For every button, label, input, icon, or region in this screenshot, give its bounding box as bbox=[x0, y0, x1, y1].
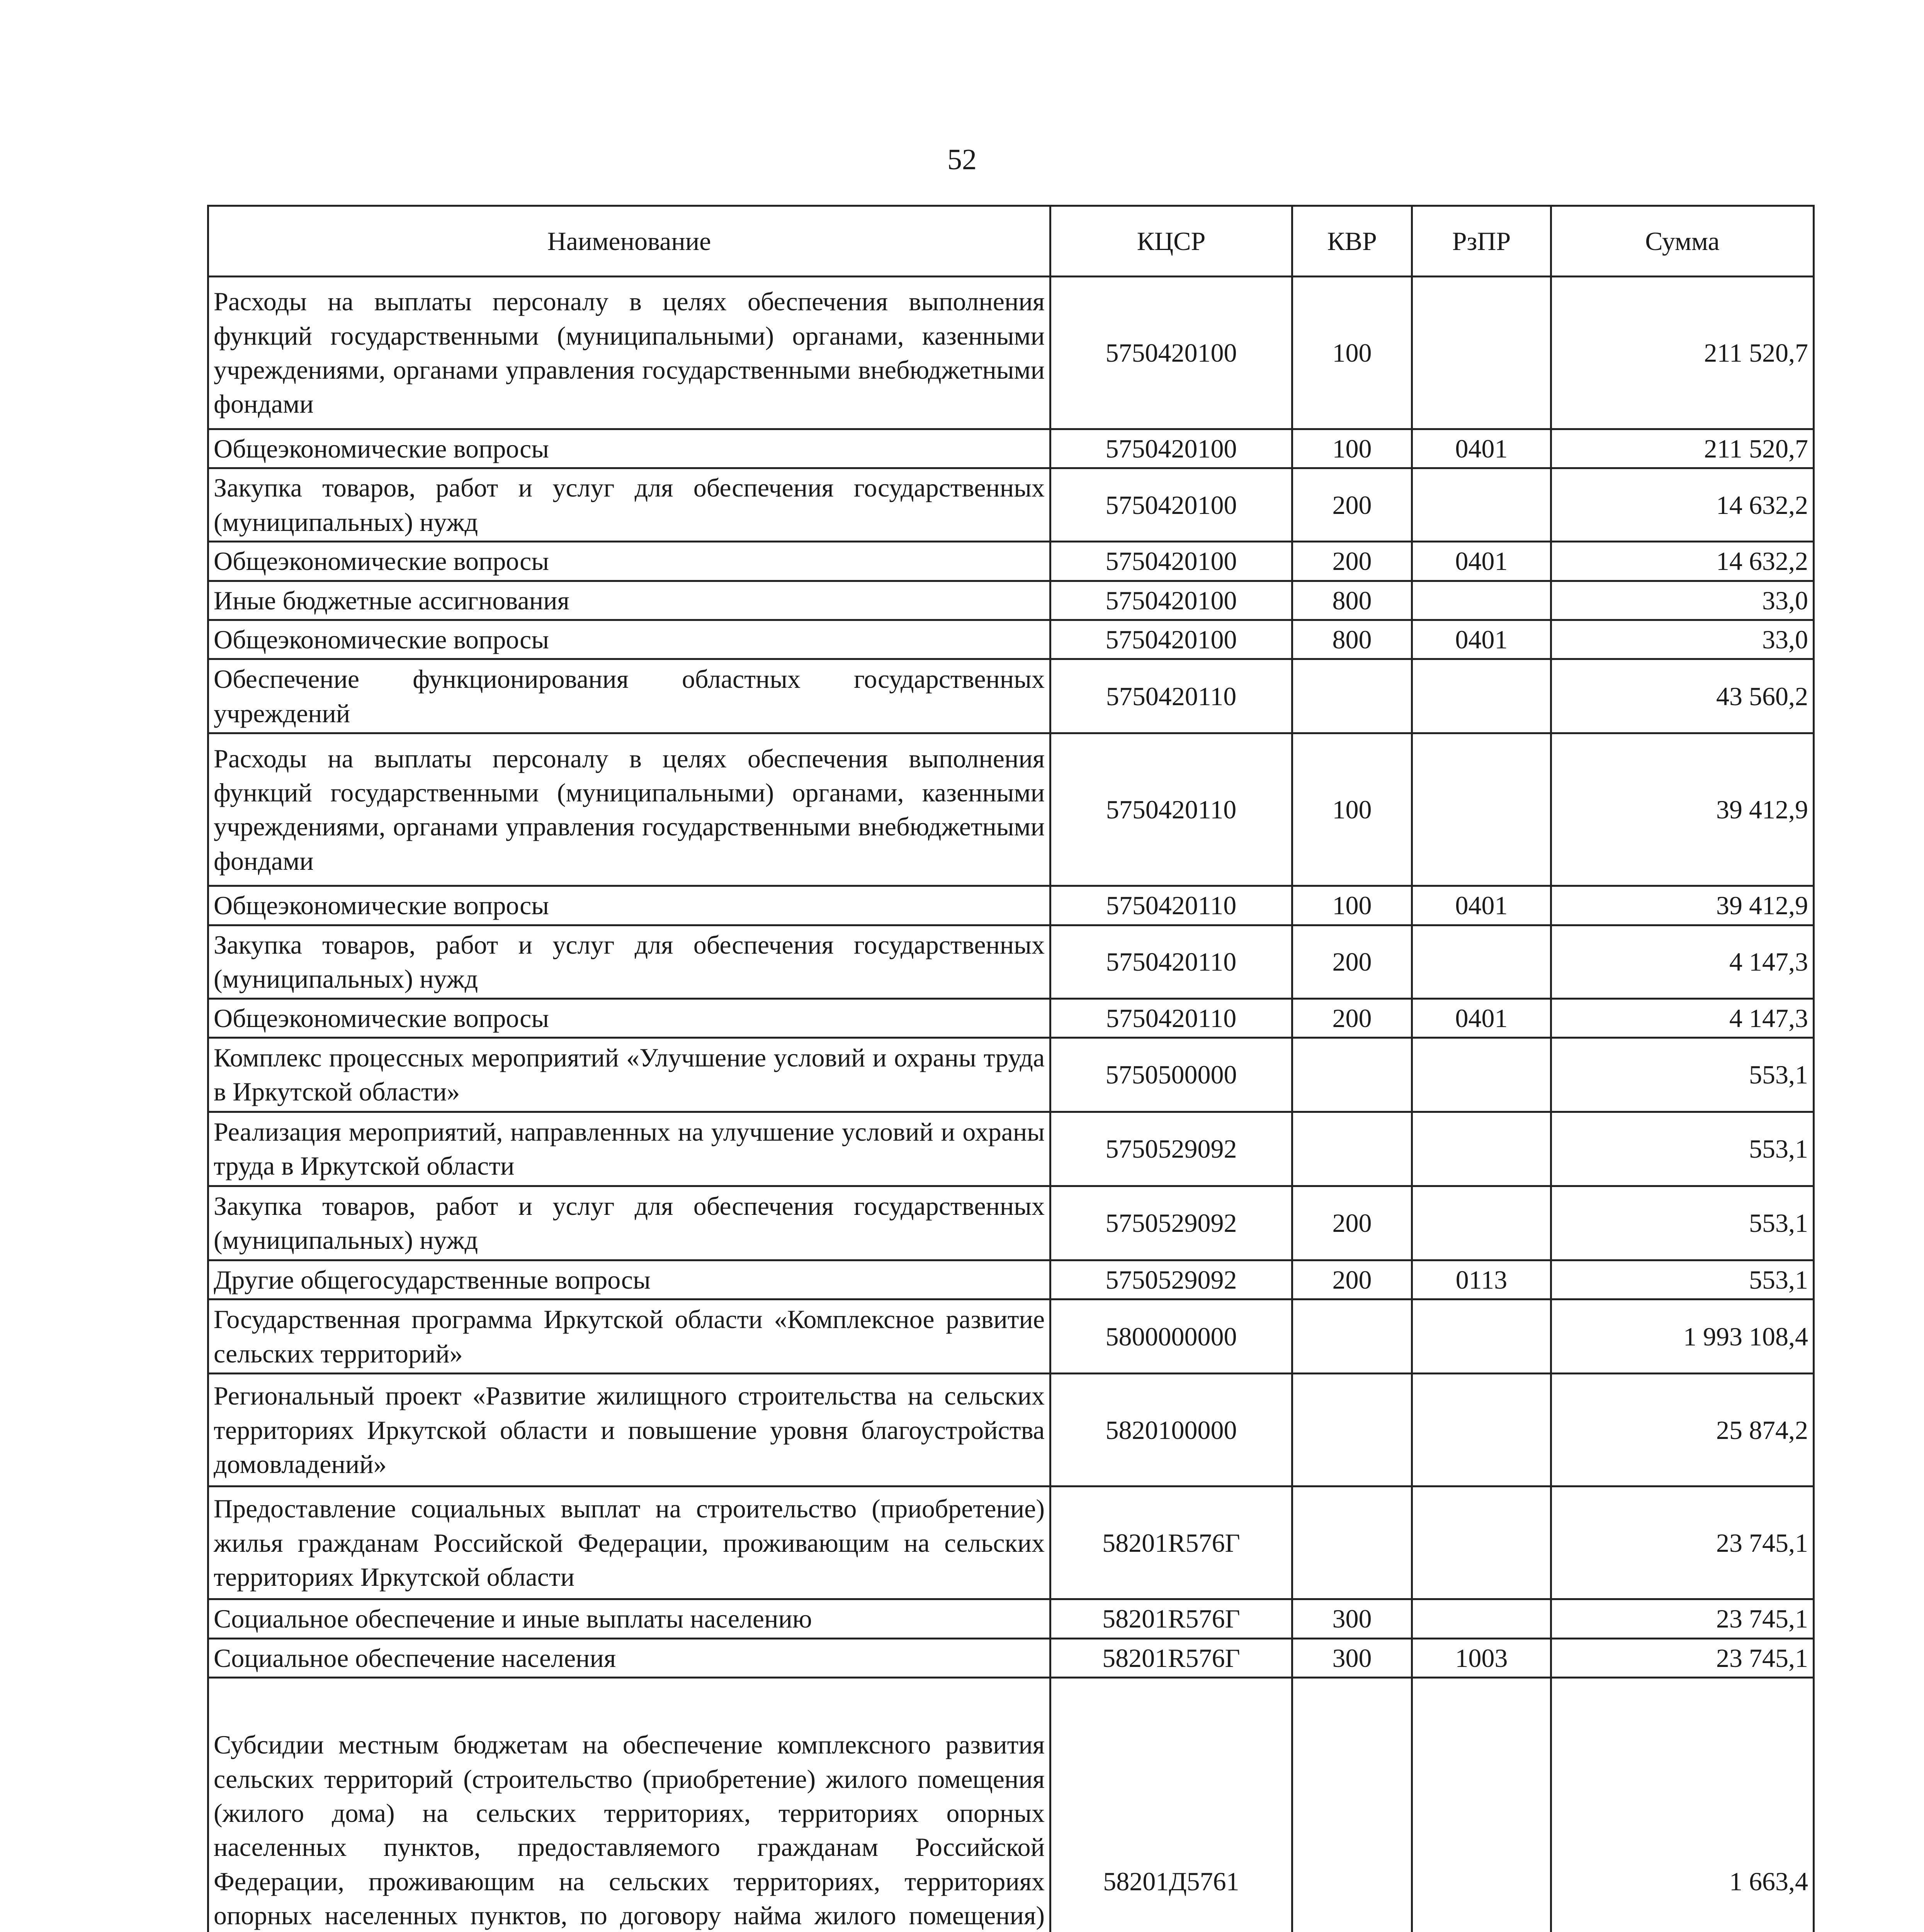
cell-rzpr bbox=[1412, 581, 1551, 620]
cell-kvr: 200 bbox=[1292, 468, 1412, 542]
cell-kcsr: 5750529092 bbox=[1050, 1260, 1292, 1299]
cell-name: Комплекс процессных мероприятий «Улучшение условий и охраны труда в Иркутской области» bbox=[208, 1037, 1050, 1112]
cell-sum: 23 745,1 bbox=[1551, 1599, 1814, 1638]
cell-rzpr bbox=[1412, 1374, 1551, 1486]
cell-name: Реализация мероприятий, направленных на улучшение условий и охраны труда в Иркутской области bbox=[208, 1112, 1050, 1186]
header-sum: Сумма bbox=[1551, 206, 1814, 277]
table-row bbox=[208, 886, 1814, 925]
table-row bbox=[208, 429, 1814, 468]
cell-rzpr: 0401 bbox=[1412, 998, 1551, 1037]
header-kvr: КВР bbox=[1292, 206, 1412, 277]
cell-rzpr bbox=[1412, 659, 1551, 733]
table-row bbox=[208, 1037, 1814, 1112]
header-name: Наименование bbox=[208, 206, 1050, 277]
cell-kvr: 100 bbox=[1292, 429, 1412, 468]
cell-sum: 1 993 108,4 bbox=[1551, 1299, 1814, 1374]
cell-name: Закупка товаров, работ и услуг для обеспечения государственных (муниципальных) нужд bbox=[208, 468, 1050, 542]
cell-sum: 553,1 bbox=[1551, 1186, 1814, 1260]
header-rzpr: РзПР bbox=[1412, 206, 1551, 277]
cell-name: Социальное обеспечение населения bbox=[208, 1638, 1050, 1677]
cell-rzpr bbox=[1412, 468, 1551, 542]
cell-sum: 14 632,2 bbox=[1551, 468, 1814, 542]
cell-kcsr: 58201Д5761 bbox=[1050, 1678, 1292, 1932]
cell-kvr: 100 bbox=[1292, 277, 1412, 429]
budget-table bbox=[207, 205, 1815, 1932]
cell-rzpr bbox=[1412, 1599, 1551, 1638]
table-row bbox=[208, 1486, 1814, 1599]
cell-name: Общеэкономические вопросы bbox=[208, 429, 1050, 468]
cell-kcsr: 5750420100 bbox=[1050, 620, 1292, 659]
cell-kcsr: 5800000000 bbox=[1050, 1299, 1292, 1374]
cell-kvr bbox=[1292, 1374, 1412, 1486]
cell-kcsr: 5750420110 bbox=[1050, 886, 1292, 925]
cell-sum: 39 412,9 bbox=[1551, 733, 1814, 886]
cell-rzpr bbox=[1412, 277, 1551, 429]
cell-name: Иные бюджетные ассигнования bbox=[208, 581, 1050, 620]
cell-kcsr: 5750420110 bbox=[1050, 925, 1292, 998]
cell-kvr: 100 bbox=[1292, 733, 1412, 886]
table-row bbox=[208, 659, 1814, 733]
cell-kvr bbox=[1292, 1112, 1412, 1186]
cell-kcsr: 5750529092 bbox=[1050, 1112, 1292, 1186]
cell-name: Субсидии местным бюджетам на обеспечение комплексного развития сельских территорий (строительство (приобретение) жилого помещения (жилого дома) на сельских территориях, территориях опорных населенных пунктов, предоставляемого гражданам Российской Федерации, проживающим на сельских территориях, территориях опорных населенных пунктов, по договору найма жилого помещения) bbox=[208, 1678, 1050, 1932]
cell-name: Предоставление социальных выплат на строительство (приобретение) жилья гражданам Российской Федерации, проживающим на сельских территориях Иркутской области bbox=[208, 1486, 1050, 1599]
cell-kcsr: 5820100000 bbox=[1050, 1374, 1292, 1486]
cell-rzpr: 0401 bbox=[1412, 542, 1551, 581]
cell-rzpr bbox=[1412, 733, 1551, 886]
header-kcsr: КЦСР bbox=[1050, 206, 1292, 277]
cell-rzpr bbox=[1412, 1299, 1551, 1374]
cell-name: Общеэкономические вопросы bbox=[208, 998, 1050, 1037]
cell-kcsr: 5750420110 bbox=[1050, 659, 1292, 733]
cell-rzpr: 0401 bbox=[1412, 886, 1551, 925]
cell-kvr: 200 bbox=[1292, 925, 1412, 998]
cell-sum: 14 632,2 bbox=[1551, 542, 1814, 581]
table-row bbox=[208, 468, 1814, 542]
cell-kcsr: 58201R576Г bbox=[1050, 1638, 1292, 1677]
cell-kvr bbox=[1292, 1299, 1412, 1374]
cell-name: Социальное обеспечение и иные выплаты населению bbox=[208, 1599, 1050, 1638]
cell-kvr: 800 bbox=[1292, 581, 1412, 620]
cell-kvr: 200 bbox=[1292, 1260, 1412, 1299]
cell-kvr bbox=[1292, 1486, 1412, 1599]
cell-name: Региональный проект «Развитие жилищного строительства на сельских территориях Иркутской области и повышение уровня благоустройства домовладений» bbox=[208, 1374, 1050, 1486]
table-row bbox=[208, 620, 1814, 659]
cell-sum: 4 147,3 bbox=[1551, 925, 1814, 998]
cell-rzpr: 1003 bbox=[1412, 1638, 1551, 1677]
cell-kvr: 300 bbox=[1292, 1599, 1412, 1638]
cell-kcsr: 5750529092 bbox=[1050, 1186, 1292, 1260]
table-row bbox=[208, 733, 1814, 886]
cell-kvr: 200 bbox=[1292, 998, 1412, 1037]
table-row bbox=[208, 1638, 1814, 1677]
cell-sum: 39 412,9 bbox=[1551, 886, 1814, 925]
cell-name: Обеспечение функционирования областных государственных учреждений bbox=[208, 659, 1050, 733]
cell-sum: 23 745,1 bbox=[1551, 1638, 1814, 1677]
cell-name: Общеэкономические вопросы bbox=[208, 542, 1050, 581]
cell-sum: 211 520,7 bbox=[1551, 277, 1814, 429]
cell-kcsr: 5750420100 bbox=[1050, 468, 1292, 542]
cell-sum: 23 745,1 bbox=[1551, 1486, 1814, 1599]
cell-sum: 43 560,2 bbox=[1551, 659, 1814, 733]
cell-kvr: 100 bbox=[1292, 886, 1412, 925]
cell-name: Общеэкономические вопросы bbox=[208, 886, 1050, 925]
table-row bbox=[208, 277, 1814, 429]
cell-kcsr: 5750420100 bbox=[1050, 277, 1292, 429]
table-row bbox=[208, 1299, 1814, 1374]
table-row bbox=[208, 1260, 1814, 1299]
cell-kvr bbox=[1292, 1037, 1412, 1112]
cell-sum: 1 663,4 bbox=[1551, 1678, 1814, 1932]
cell-kcsr: 5750420110 bbox=[1050, 998, 1292, 1037]
table-row bbox=[208, 1374, 1814, 1486]
cell-kvr bbox=[1292, 659, 1412, 733]
cell-sum: 33,0 bbox=[1551, 581, 1814, 620]
cell-kcsr: 5750420100 bbox=[1050, 429, 1292, 468]
cell-sum: 4 147,3 bbox=[1551, 998, 1814, 1037]
cell-kcsr: 58201R576Г bbox=[1050, 1599, 1292, 1638]
table-body bbox=[208, 277, 1814, 1932]
cell-sum: 553,1 bbox=[1551, 1037, 1814, 1112]
cell-rzpr bbox=[1412, 1112, 1551, 1186]
cell-kvr: 300 bbox=[1292, 1638, 1412, 1677]
cell-name: Другие общегосударственные вопросы bbox=[208, 1260, 1050, 1299]
cell-kvr: 200 bbox=[1292, 542, 1412, 581]
table-row bbox=[208, 1599, 1814, 1638]
cell-sum: 211 520,7 bbox=[1551, 429, 1814, 468]
cell-kvr: 800 bbox=[1292, 620, 1412, 659]
cell-name: Расходы на выплаты персоналу в целях обеспечения выполнения функций государственными (муниципальными) органами, казенными учреждениями, органами управления государственными внебюджетными фондами bbox=[208, 733, 1050, 886]
cell-rzpr: 0113 bbox=[1412, 1260, 1551, 1299]
table-row bbox=[208, 581, 1814, 620]
cell-name: Общеэкономические вопросы bbox=[208, 620, 1050, 659]
cell-rzpr: 0401 bbox=[1412, 620, 1551, 659]
cell-kvr: 200 bbox=[1292, 1186, 1412, 1260]
cell-rzpr bbox=[1412, 1678, 1551, 1932]
cell-kcsr: 5750500000 bbox=[1050, 1037, 1292, 1112]
cell-kcsr: 5750420100 bbox=[1050, 581, 1292, 620]
page-number: 52 bbox=[947, 143, 977, 176]
table-row bbox=[208, 998, 1814, 1037]
cell-rzpr bbox=[1412, 1186, 1551, 1260]
table-header-row bbox=[208, 206, 1814, 277]
cell-sum: 33,0 bbox=[1551, 620, 1814, 659]
table-row bbox=[208, 1678, 1814, 1932]
table-row bbox=[208, 1186, 1814, 1260]
table-row bbox=[208, 1112, 1814, 1186]
cell-kcsr: 5750420100 bbox=[1050, 542, 1292, 581]
cell-sum: 25 874,2 bbox=[1551, 1374, 1814, 1486]
cell-kvr bbox=[1292, 1678, 1412, 1932]
cell-name: Расходы на выплаты персоналу в целях обеспечения выполнения функций государственными (муниципальными) органами, казенными учреждениями, органами управления государственными внебюджетными фондами bbox=[208, 277, 1050, 429]
table-row bbox=[208, 542, 1814, 581]
cell-name: Закупка товаров, работ и услуг для обеспечения государственных (муниципальных) нужд bbox=[208, 1186, 1050, 1260]
cell-rzpr bbox=[1412, 1486, 1551, 1599]
cell-rzpr bbox=[1412, 1037, 1551, 1112]
cell-sum: 553,1 bbox=[1551, 1260, 1814, 1299]
cell-kcsr: 58201R576Г bbox=[1050, 1486, 1292, 1599]
cell-sum: 553,1 bbox=[1551, 1112, 1814, 1186]
cell-kcsr: 5750420110 bbox=[1050, 733, 1292, 886]
cell-rzpr: 0401 bbox=[1412, 429, 1551, 468]
cell-rzpr bbox=[1412, 925, 1551, 998]
cell-name: Государственная программа Иркутской области «Комплексное развитие сельских территорий» bbox=[208, 1299, 1050, 1374]
cell-name: Закупка товаров, работ и услуг для обеспечения государственных (муниципальных) нужд bbox=[208, 925, 1050, 998]
table-row bbox=[208, 925, 1814, 998]
